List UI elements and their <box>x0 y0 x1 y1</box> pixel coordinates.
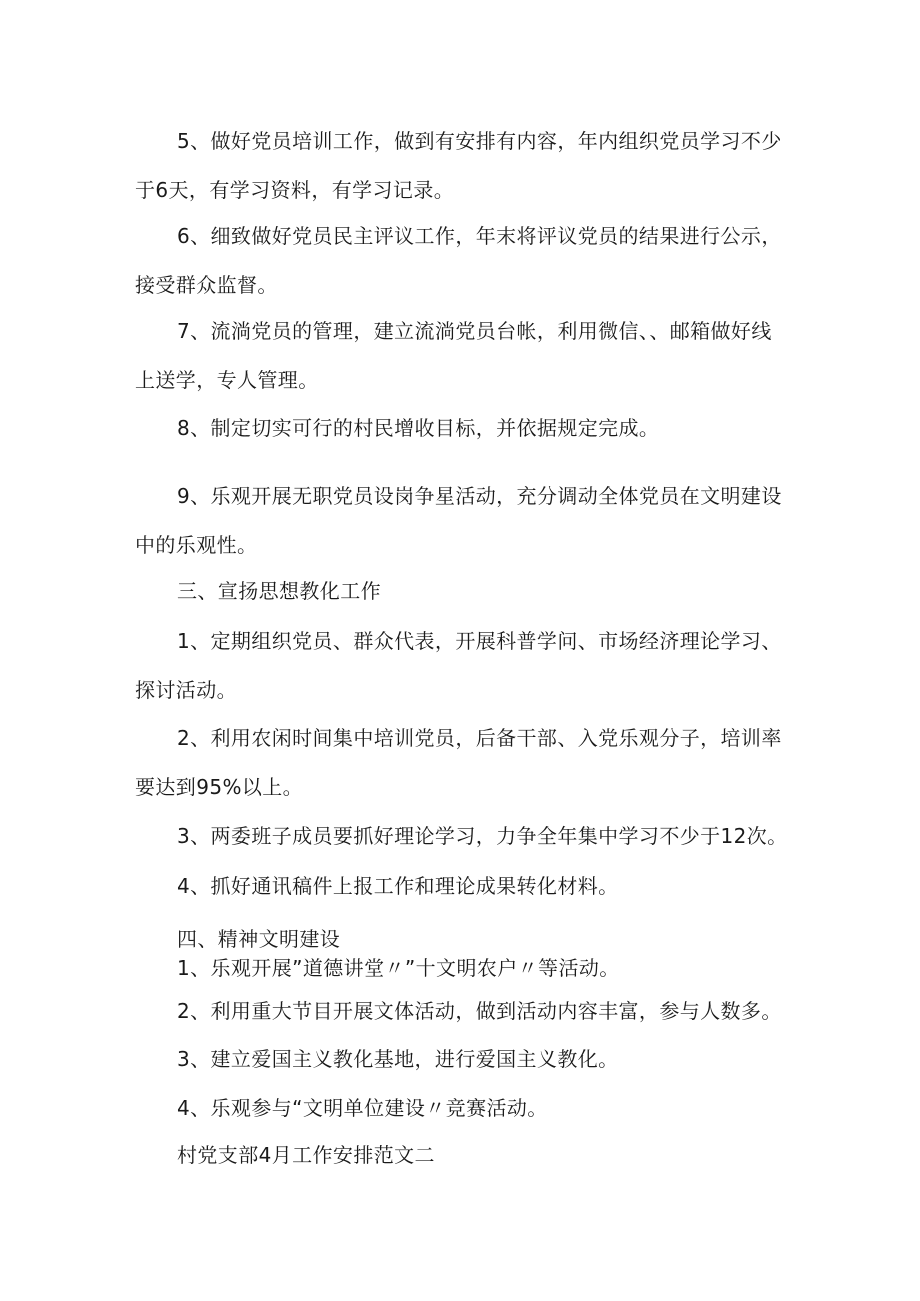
paragraph-civilization-4: 4、乐观参与“文明单位建设〃竞赛活动。 <box>177 1096 548 1120</box>
section-heading-civilization: 四、精神文明建设 <box>177 927 341 951</box>
paragraph-item-5: 5、做好党员培训工作，做到有安排有内容，年内组织党员学习不少于6天，有学习资料，有学习记录。 <box>135 129 782 202</box>
paragraph-civilization-2: 2、利用重大节目开展文体活动，做到活动内容丰富，参与人数多。 <box>177 999 782 1023</box>
paragraph-propaganda-3: 3、两委班子成员要抓好理论学习，力争全年集中学习不少于12次。 <box>177 824 788 848</box>
paragraph-propaganda-4: 4、抓好通讯稿件上报工作和理论成果转化材料。 <box>177 874 619 898</box>
paragraph-item-6: 6、细致做好党员民主评议工作，年末将评议党员的结果进行公示，接受群众监督。 <box>135 224 782 297</box>
paragraph-item-8: 8、制定切实可行的村民增收目标，并依据规定完成。 <box>177 416 660 440</box>
paragraph-civilization-1: 1、乐观开展”道德讲堂〃”十文明农户〃等活动。 <box>177 956 620 980</box>
section-heading-propaganda: 三、宣扬思想教化工作 <box>177 579 381 603</box>
paragraph-item-7: 7、流淌党员的管理，建立流淌党员台帐，利用微信、、邮箱做好线上送学，专人管理。 <box>135 319 772 392</box>
next-section-title: 村党支部4月工作安排范文二 <box>177 1143 435 1167</box>
paragraph-propaganda-1: 1、定期组织党员、群众代表，开展科普学问、市场经济理论学习、探讨活动。 <box>135 629 782 702</box>
paragraph-civilization-3: 3、建立爱国主义教化基地，进行爱国主义教化。 <box>177 1047 619 1071</box>
paragraph-propaganda-2: 2、利用农闲时间集中培训党员，后备干部、入党乐观分子，培训率要达到95%以上。 <box>135 726 782 799</box>
paragraph-item-9: 9、乐观开展无职党员设岗争星活动，充分调动全体党员在文明建设中的乐观性。 <box>135 484 782 557</box>
